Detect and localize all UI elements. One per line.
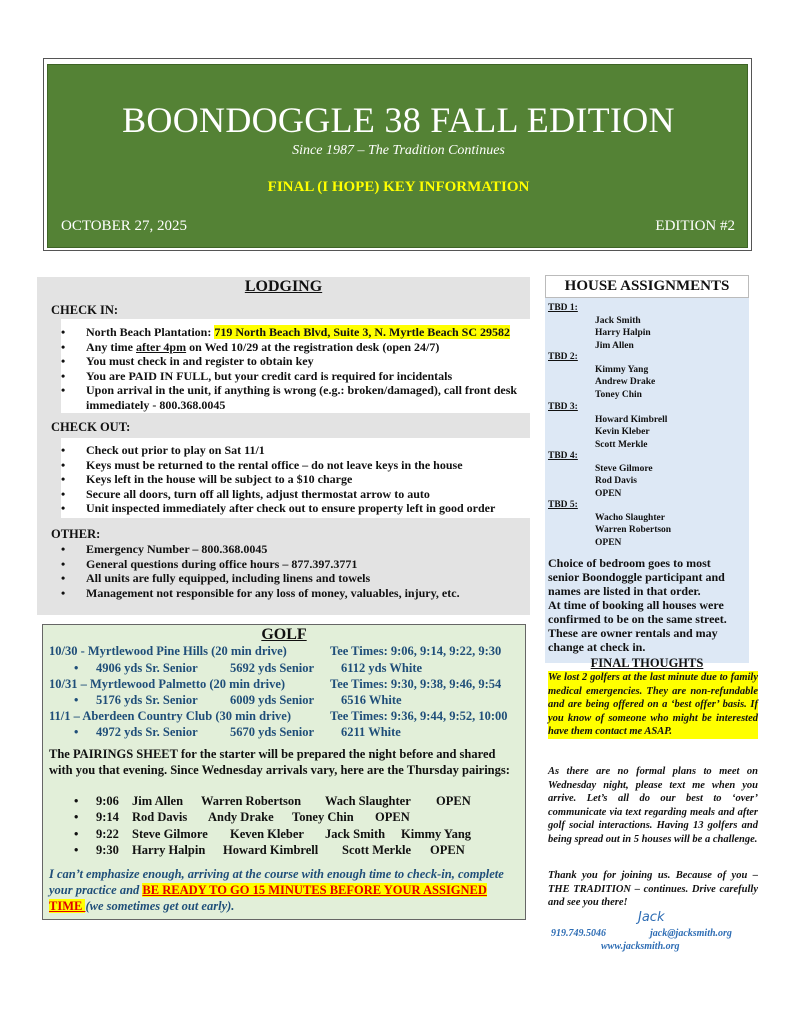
course-2-yards-white: 6516 White <box>341 693 402 707</box>
course-3-yards-white: 6211 White <box>341 725 401 739</box>
bedroom-note: Choice of bedroom goes to most senior Boondoggle participant and names are listed in that order. <box>548 556 725 598</box>
pairing-player: Steve Gilmore <box>132 827 208 841</box>
list-item: Harry Halpin <box>595 328 651 339</box>
list-item: • You are PAID IN FULL, but your credit card is required for incidentals <box>37 369 525 384</box>
signature: Jack <box>638 910 665 925</box>
pairing-player: Jack Smith <box>325 827 386 841</box>
pairing-player: Keven Kleber <box>230 827 304 841</box>
list-item: Steve Gilmore <box>595 464 653 474</box>
bullet-icon: • <box>74 827 79 841</box>
other-label: OTHER: <box>51 527 101 541</box>
final-para-2: As there are no formal plans to meet on Wednesday night, please text me when you arrive. Let’s all do our best to ‘over’ communicate via text regarding meals and after golf social interactions. Having 13 golfers and being spread out in 5 houses will be a challenge. <box>548 766 758 845</box>
edition-number: EDITION #2 <box>655 218 735 234</box>
course-1-tee-times: Tee Times: 9:06, 9:14, 9:22, 9:30 <box>330 644 502 658</box>
tbd-5-label: TBD 5: <box>548 500 578 510</box>
course-2-header: 10/31 – Myrtlewood Palmetto (20 min drive) <box>49 677 286 691</box>
checkout-label: CHECK OUT: <box>51 420 131 434</box>
list-item: • Keys left in the house will be subject to a $10 charge <box>37 472 525 487</box>
pairing-player: Harry Halpin <box>132 843 206 857</box>
final-para-1: We lost 2 golfers at the last minute due to family medical emergencies. They are non-refundable and are being offered on a ‘best offer’ basis. If you know of someone who might be interested have them contact me ASAP. <box>548 672 758 737</box>
list-item: • Emergency Number – 800.368.0045 <box>37 542 525 557</box>
newsletter-title: BOONDOGGLE 38 FALL EDITION <box>122 100 675 140</box>
course-2-tee-times: Tee Times: 9:30, 9:38, 9:46, 9:54 <box>330 677 502 691</box>
list-item: OPEN <box>595 488 622 499</box>
lodging-title: LODGING <box>244 278 323 295</box>
checkin-list <box>37 325 525 412</box>
pairing-player: OPEN <box>436 794 471 808</box>
contact-website[interactable]: www.jacksmith.org <box>601 941 680 952</box>
list-item: • General questions during office hours – 877.397.3771 <box>37 557 525 572</box>
list-item: OPEN <box>595 537 622 548</box>
checkin-label: CHECK IN: <box>51 303 119 317</box>
golf-section <box>42 624 526 920</box>
golf-title: GOLF <box>261 626 307 643</box>
address-highlight: 719 North Beach Blvd, Suite 3, N. Myrtle Beach SC 29582 <box>214 325 510 339</box>
list-item: Kimmy Yang <box>595 365 649 375</box>
list-item: • Any time after 4pm on Wed 10/29 at the registration desk (open 24/7) <box>37 340 525 355</box>
pairing-player: Warren Robertson <box>201 794 302 808</box>
list-item: • You must check in and register to obtain key <box>37 354 525 369</box>
list-item: Andrew Drake <box>595 377 656 388</box>
pairing-time: 9:06 <box>96 794 119 808</box>
pairing-player: Rod Davis <box>132 810 188 824</box>
list-item: Scott Merkle <box>595 439 648 450</box>
pairing-player: Kimmy Yang <box>401 827 472 841</box>
list-item: • All units are fully equipped, including linens and towels <box>37 571 525 586</box>
list-item: • Check out prior to play on Sat 11/1 <box>37 443 525 458</box>
course-1-yards-sr-senior: 4906 yds Sr. Senior <box>96 661 198 675</box>
final-thoughts-title: FINAL THOUGHTS <box>590 656 704 670</box>
tbd-1-label: TBD 1: <box>548 303 578 313</box>
list-item: Howard Kimbrell <box>595 415 668 425</box>
bullet-icon: • <box>74 794 79 808</box>
pairing-time: 9:30 <box>96 843 119 857</box>
course-3-tee-times: Tee Times: 9:36, 9:44, 9:52, 10:00 <box>330 709 508 723</box>
pairing-player: Scott Merkle <box>342 843 412 857</box>
course-2-yards-senior: 6009 yds Senior <box>230 693 315 707</box>
contact-email[interactable]: jack@jacksmith.org <box>650 928 732 939</box>
pairing-player: Jim Allen <box>132 794 184 808</box>
house-assignments-section <box>545 275 749 663</box>
pairing-player: Andy Drake <box>208 810 274 824</box>
pairing-player: Howard Kimbrell <box>223 843 319 857</box>
house-title-box <box>545 275 749 298</box>
list-item: Jack Smith <box>595 316 641 326</box>
list-item: • Management not responsible for any loss of money, valuables, injury, etc. <box>37 586 525 601</box>
tbd-3-label: TBD 3: <box>548 402 578 412</box>
course-3-yards-senior: 5670 yds Senior <box>230 725 315 739</box>
bullet-icon: • <box>74 810 79 824</box>
pairing-time: 9:22 <box>96 827 119 841</box>
key-info-heading: FINAL (I HOPE) KEY INFORMATION <box>267 179 530 195</box>
course-1-yards-senior: 5692 yds Senior <box>230 661 315 675</box>
final-para-3: Thank you for joining us. Because of you – THE TRADITION – continues. Drive carefully and see you there! <box>548 870 758 908</box>
list-item: • Unit inspected immediately after check out to ensure property left in good order <box>37 501 525 516</box>
other-list <box>37 542 525 600</box>
checkout-list <box>37 443 525 516</box>
house-title: HOUSE ASSIGNMENTS <box>564 278 730 294</box>
list-item: • North Beach Plantation: 719 North Beach Blvd, Suite 3, N. Myrtle Beach SC 29582 <box>37 325 525 340</box>
tbd-4-label: TBD 4: <box>548 451 578 461</box>
course-2-yards-sr-senior: 5176 yds Sr. Senior <box>96 693 198 707</box>
list-item: Kevin Kleber <box>595 427 650 438</box>
list-item: • Keys must be returned to the rental office – do not leave keys in the house <box>37 458 525 473</box>
bullet-icon: • <box>74 693 79 707</box>
issue-date: OCTOBER 27, 2025 <box>61 218 187 234</box>
newsletter-subtitle: Since 1987 – The Tradition Continues <box>292 143 505 158</box>
bullet-icon: • <box>74 843 79 857</box>
bullet-icon: • <box>74 661 79 675</box>
bullet-icon: • <box>74 725 79 739</box>
list-item: Rod Davis <box>595 476 637 487</box>
list-item: Jim Allen <box>595 340 634 351</box>
contact-phone: 919.749.5046 <box>551 928 606 939</box>
tbd-2-label: TBD 2: <box>548 352 578 362</box>
pairing-time: 9:14 <box>96 810 119 824</box>
course-1-yards-white: 6112 yds White <box>341 661 423 675</box>
list-item: • Secure all doors, turn off all lights, adjust thermostat arrow to auto <box>37 487 525 502</box>
course-3-header: 11/1 – Aberdeen Country Club (30 min drive) <box>49 709 292 723</box>
pairings-intro: The PAIRINGS SHEET for the starter will be prepared the night before and shared with you that evening. Since Wednesday arrivals vary, here are the Thursday pairings: <box>49 747 510 777</box>
list-item: Warren Robertson <box>595 525 672 536</box>
header-banner <box>47 64 748 248</box>
list-item: • Upon arrival in the unit, if anything is wrong (e.g.: broken/damaged), call front desk immediately - 800.368.0045 <box>37 383 525 412</box>
pairing-player: OPEN <box>375 810 410 824</box>
course-1-header: 10/30 - Myrtlewood Pine Hills (20 min drive) <box>49 644 287 658</box>
pairing-player: Wach Slaughter <box>325 794 411 808</box>
list-item: Toney Chin <box>595 389 642 400</box>
ready-highlight: BE READY TO GO 15 MINUTES BEFORE YOUR ASSIGNED TIME <box>49 883 487 913</box>
lodging-section <box>37 277 530 615</box>
booking-note: At time of booking all houses were confirmed to be on the same street. These are owner rentals and may change at check in. <box>548 598 727 654</box>
pairing-player: Toney Chin <box>292 810 354 824</box>
arrival-reminder: I can’t emphasize enough, arriving at the course with enough time to check-in, complete your practice and BE READY TO GO 15 MINUTES BEFORE YOUR ASSIGNED TIME (we sometimes get out early). <box>49 867 504 913</box>
list-item: Wacho Slaughter <box>595 513 665 523</box>
course-3-yards-sr-senior: 4972 yds Sr. Senior <box>96 725 198 739</box>
pairing-player: OPEN <box>430 843 465 857</box>
